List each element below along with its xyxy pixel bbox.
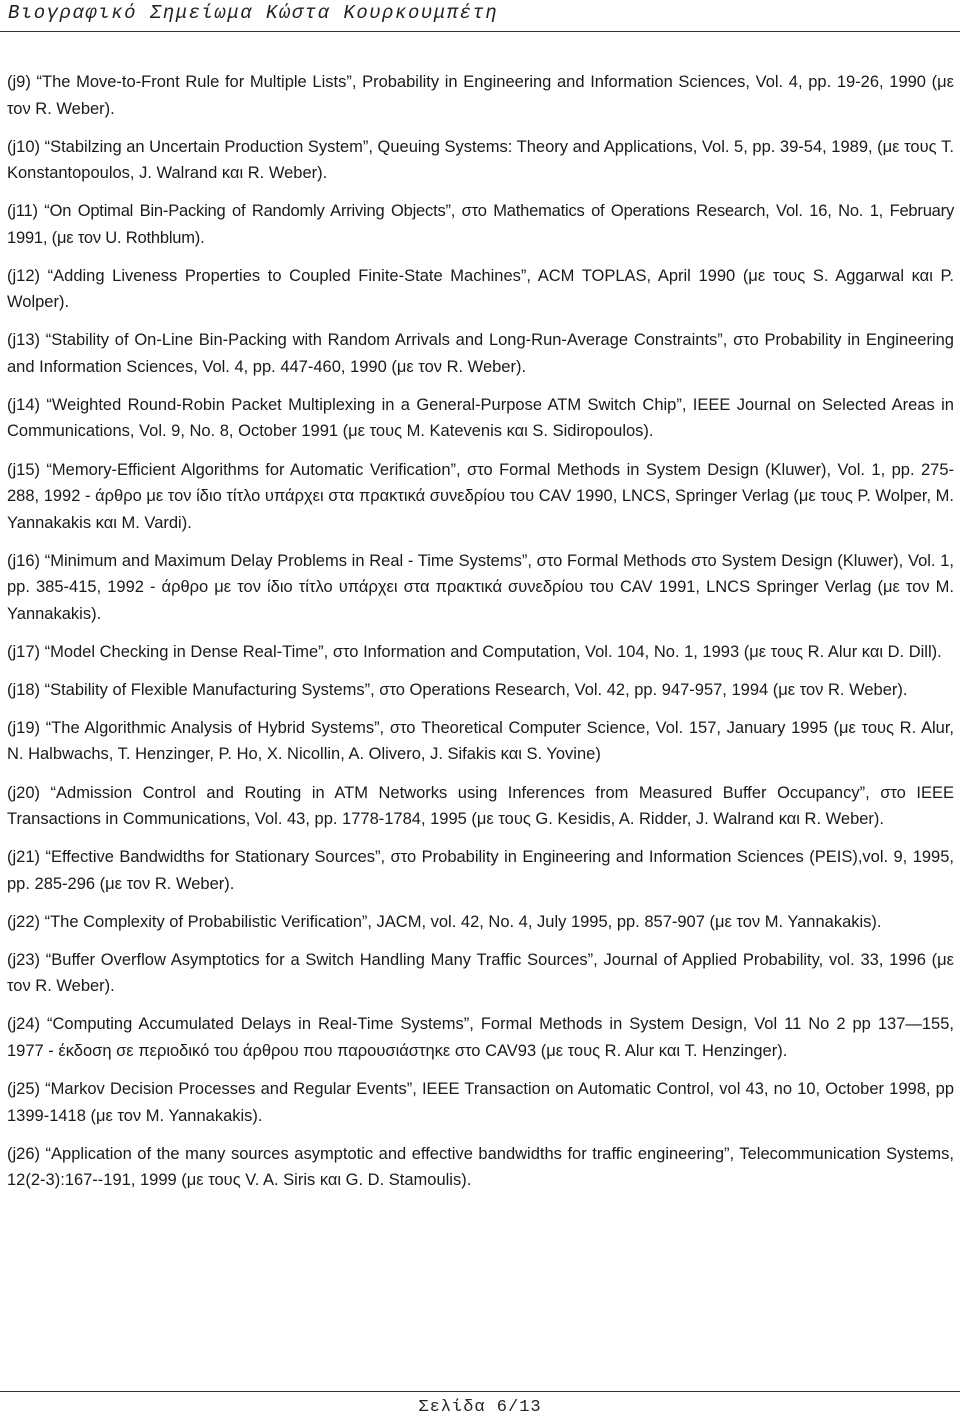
- page-header-title: Βιογραφικό Σημείωμα Κώστα Κουρκουμπέτη: [8, 2, 499, 24]
- publication-entry-j26: (j26) “Application of the many sources asymptotic and effective bandwidths for traffic engineering”, Telecommunication Systems, 12(2-3):167--191, 1999 (με τους V. A. Siris και G. D. Stamoulis).: [7, 1144, 954, 1190]
- publication-entry-j14: (j14) “Weighted Round-Robin Packet Multiplexing in a General-Purpose ATM Switch Chip”, IEEE Journal on Selected Areas in Communications, Vol. 9, No. 8, October 1991 (με τους M. Katevenis και S. Sidiropoulos).: [7, 395, 954, 441]
- publication-entry-j18: (j18) “Stability of Flexible Manufacturing Systems”, στο Operations Research, Vol. 42, pp. 947-957, 1994 (με τον R. Weber).: [7, 680, 908, 699]
- publication-entry-j22: (j22) “The Complexity of Probabilistic Verification”, JACM, vol. 42, No. 4, July 1995, pp. 857-907 (με τον M. Yannakakis).: [7, 912, 882, 931]
- publication-entry-j12: (j12) “Adding Liveness Properties to Coupled Finite-State Machines”, ACM TOPLAS, April 1990 (με τους S. Aggarwal και P. Wolper).: [7, 266, 954, 312]
- publication-list: [7, 69, 954, 1205]
- publication-entry-j16: (j16) “Minimum and Maximum Delay Problems in Real - Time Systems”, στο Formal Methods στο System Design (Kluwer), Vol. 1, pp. 385-415, 1992 - άρθρο με τον ίδιο τίτλο υπάρχει στα πρακτικά συνεδρίου του CAV 1991, LNCS Springer Verlag (με τον M. Yannakakis).: [7, 551, 954, 623]
- publication-entry-j11: (j11) “On Optimal Bin-Packing of Randomly Arriving Objects”, στο Mathematics of Operations Research, Vol. 16, No. 1, February 1991, (με τον U. Rothblum).: [7, 202, 954, 247]
- publication-entry-j23: (j23) “Buffer Overflow Asymptotics for a Switch Handling Many Traffic Sources”, Journal of Applied Probability, vol. 33, 1996 (με τον R. Weber).: [7, 950, 954, 996]
- page-number: Σελίδα 6/13: [418, 1398, 542, 1417]
- publication-entry-j21: (j21) “Effective Bandwidths for Stationary Sources”, στο Probability in Engineering and Information Sciences (PEIS),vol. 9, 1995, pp. 285-296 (με τον R. Weber).: [7, 848, 954, 893]
- publication-entry-j13: (j13) “Stability of On-Line Bin-Packing with Random Arrivals and Long-Run-Average Constraints”, στο Probability in Engineering and Information Sciences, Vol. 4, pp. 447-460, 1990 (με τον R. Weber).: [7, 331, 954, 376]
- publication-entry-j20: (j20) “Admission Control and Routing in ATM Networks using Inferences from Measured Buffer Occupancy”, στο IEEE Transactions in Communications, Vol. 43, pp. 1778-1784, 1995 (με τους G. Kesidis, A. Ridder, J. Walrand και R. Weber).: [7, 783, 954, 829]
- publication-entry-j24: (j24) “Computing Accumulated Delays in Real-Time Systems”, Formal Methods in System Design, Vol 11 No 2 pp 137—155, 1977 - έκδοση σε περιοδικό του άρθρου που παρουσιάστηκε στο CAV93 (με τους R. Alur και T. Henzinger).: [7, 1015, 954, 1060]
- header-divider: [0, 31, 960, 32]
- publication-entry-j10: (j10) “Stabilzing an Uncertain Production System”, Queuing Systems: Theory and Applications, Vol. 5, pp. 39-54, 1989, (με τους T. Konstantopoulos, J. Walrand και R. Weber).: [7, 137, 954, 183]
- publication-entry-j19: (j19) “The Algorithmic Analysis of Hybrid Systems”, στο Theoretical Computer Science, Vol. 157, January 1995 (με τους R. Alur, N. Halbwachs, T. Henzinger, P. Ho, X. Nicollin, A. Olivero, J. Sifakis και S. Yovine): [7, 718, 954, 764]
- publication-entry-j15: (j15) “Memory-Efficient Algorithms for Automatic Verification”, στο Formal Methods in System Design (Kluwer), Vol. 1, pp. 275-288, 1992 - άρθρο με τον ίδιο τίτλο υπάρχει στα πρακτικά συνεδρίου του CAV 1990, LNCS, Springer Verlag (με τους P. Wolper, M. Yannakakis και M. Vardi).: [7, 460, 954, 532]
- publication-entry-j9: (j9) “The Move-to-Front Rule for Multiple Lists”, Probability in Engineering and Information Sciences, Vol. 4, pp. 19-26, 1990 (με τον R. Weber).: [7, 73, 954, 118]
- publication-entry-j17: (j17) “Model Checking in Dense Real-Time”, στο Information and Computation, Vol. 104, No. 1, 1993 (με τους R. Alur και D. Dill).: [7, 642, 942, 661]
- footer-divider: [0, 1391, 960, 1392]
- publication-entry-j25: (j25) “Markov Decision Processes and Regular Events”, IEEE Transaction on Automatic Control, vol 43, no 10, October 1998, pp 1399-1418 (με τον M. Yannakakis).: [7, 1080, 954, 1125]
